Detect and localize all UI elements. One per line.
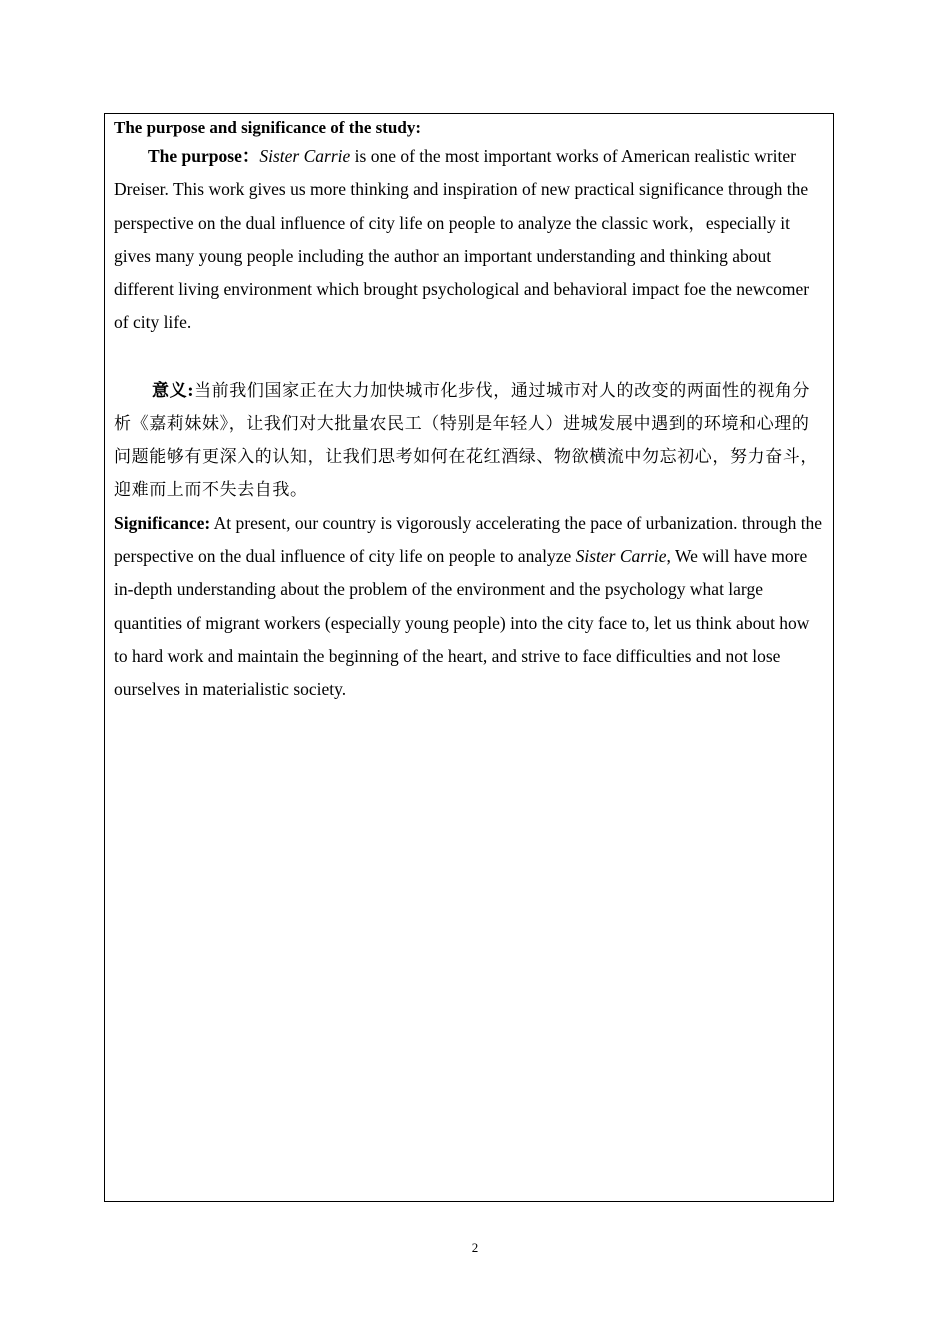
content-table-cell	[104, 113, 834, 1202]
purpose-book-title: Sister Carrie	[259, 146, 351, 166]
significance-book-title: Sister Carrie	[575, 546, 667, 567]
purpose-text: is one of the most important works of American realistic writer Dreiser. This work gives us more thinking and inspiration of new practical significance through the perspective on the dual influence of city life on people to analyze the classic work，especially it gives many young people including the author an important understanding and thinking about different living environment which brought psychological and behavioral impact foe the newcomer of city life.	[114, 146, 810, 333]
significance-paragraph	[114, 507, 825, 707]
paragraph-spacer	[114, 340, 825, 375]
yiyi-label: 意义:	[152, 380, 195, 401]
significance-label: Significance:	[114, 512, 211, 533]
purpose-paragraph	[114, 140, 825, 340]
purpose-label: The purpose：	[148, 146, 260, 166]
page-number: 2	[471, 1240, 479, 1255]
significance-text-before: At present, our country is vigorously accelerating the pace of urbanization. through the perspective on the dual influence of city life on people to analyze	[114, 512, 823, 567]
yiyi-text: 当前我们国家正在大力加快城市化步伐，通过城市对人的改变的两面性的视角分析《嘉莉妹妹》，让我们对大批量农民工（特别是年轻人）进城发展中遇到的环境和心理的问题能够有更深入的认知，让我们思考如何在花红酒绿、物欲横流中勿忘初心，努力奋斗，迎难而上而不失去自我。	[114, 380, 818, 500]
section-heading: The purpose and significance of the study:	[114, 118, 421, 137]
yiyi-paragraph	[114, 375, 825, 507]
significance-text-after: , We will have more in-depth understanding about the problem of the environment and the psychology what large quantities of migrant workers (especially young people) into the city face to, let us think about how to hard work and maintain the beginning of the heart, and strive to face difficulties and not lose ourselves in materialistic society.	[114, 546, 810, 700]
